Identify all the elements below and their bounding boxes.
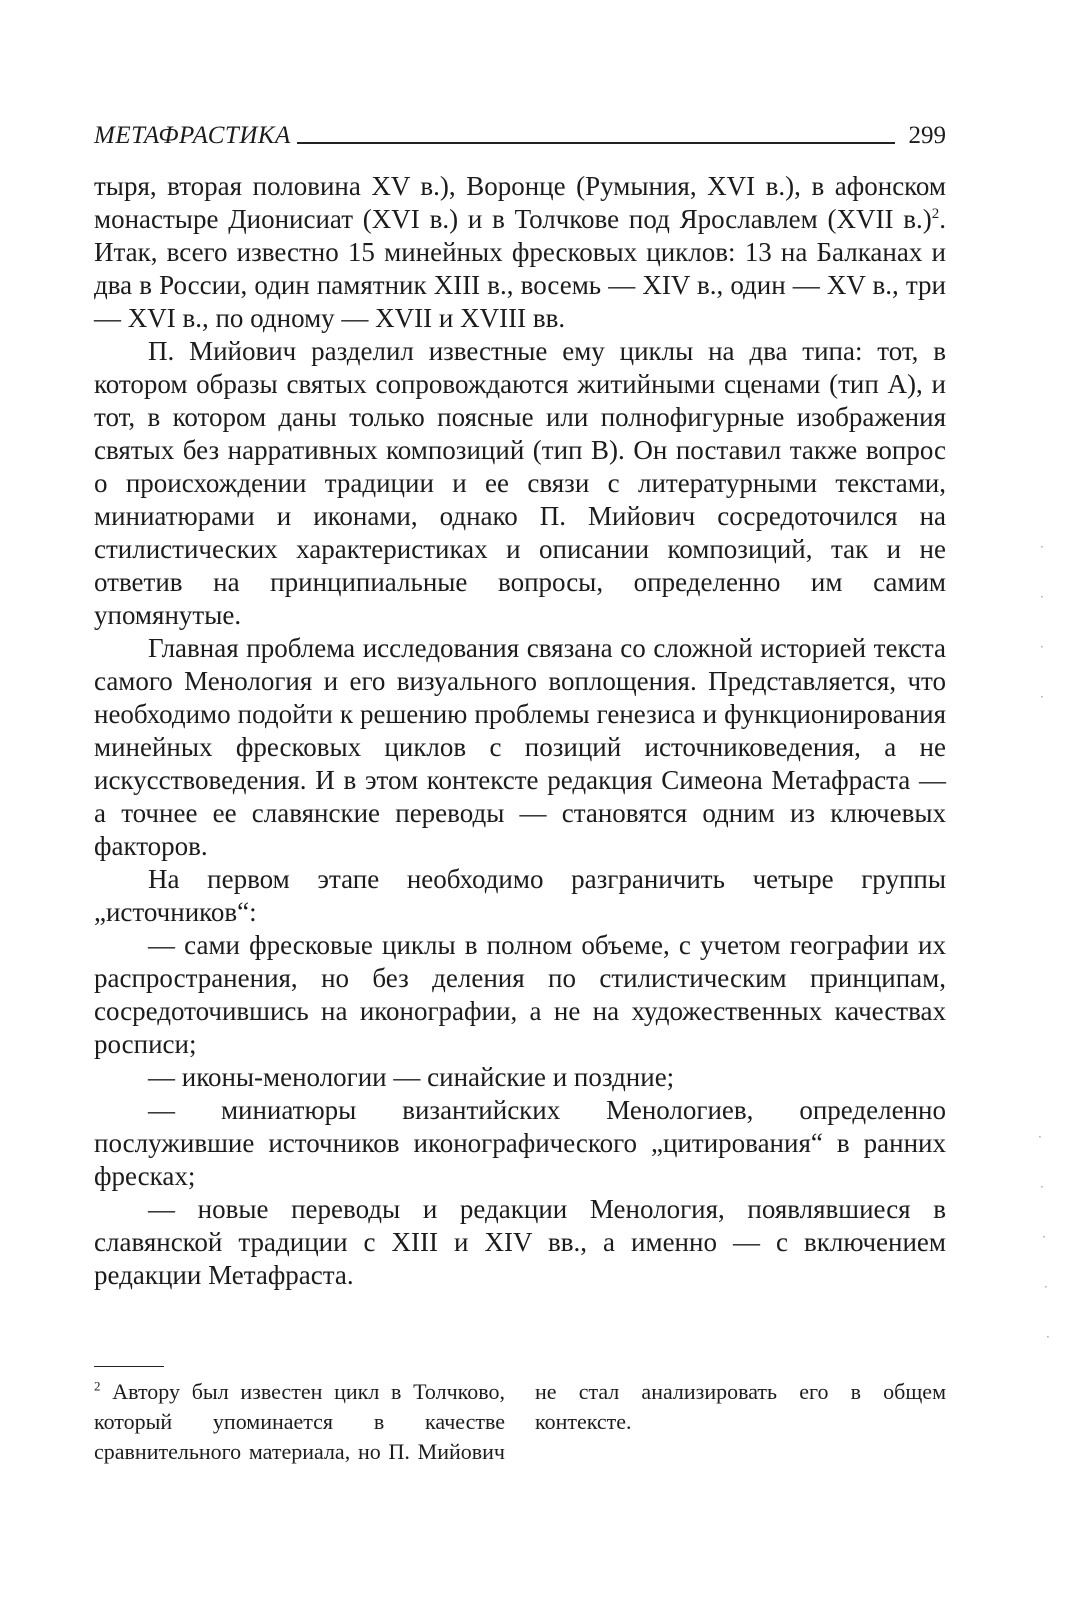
scan-edge-mark: · [1044,1280,1048,1294]
list-item-frescoes: — сами фресковые циклы в полном объеме, с учетом географии их распространения, но без деления по стилистическим принципам, сосредоточившись на иконографии, а не на художественных качествах росписи; [94,930,946,1059]
footnote [94,1377,946,1473]
footnote-text: Автору был известен цикл в Толчково, который упоминается в качестве сравнительного материала, но П. Мийович не стал анализировать его в общем контексте. [94,1379,946,1464]
paragraph-3: Главная проблема исследования связана со сложной историей текста самого Менология и его визуального воплощения. Представляется, что необходимо подойти к решению проблемы генезиса и функционирования минейных фресковых циклов с позиций источниковедения, а не искусствоведения. И в этом контексте редакция Симеона Метафраста — а точнее ее славянские переводы — становятся одним из ключевых факторов. [94,633,946,861]
footnote-ref: 2 [931,206,940,222]
header-rule [297,142,895,144]
page-number: 299 [908,122,946,149]
footnote-rule [94,1366,164,1367]
scan-edge-mark: · [1040,540,1044,554]
scan-edge-mark: · [1046,1330,1050,1344]
paragraph-1-text: тыря, вторая половина XV в.), Воронце (Румыния, XVI в.), в афонском монастыре Дионисиат (XVI в.) и в Толчкове под Ярославлем (XVII в.) [94,171,946,234]
paragraph-2: П. Мийович разделил известные ему циклы на два типа: тот, в котором образы святых сопровождаются житийными сценами (тип А), и тот, в котором даны только поясные или полнофигурные изображения святых без нарративных композиций (тип В). Он поставил также вопрос о происхождении традиции и ее связи с литературными текстами, миниатюрами и иконами, однако П. Мийович сосредоточился на стилистических характеристиках и описании композиций, так и не ответив на принципиальные вопросы, определенно им самим упомянутые. [94,336,946,630]
running-header [94,108,946,148]
paragraph-4: На первом этапе необходимо разграничить четыре группы „источников“: [94,864,946,927]
paragraph-1-text-after: . Итак, всего известно 15 минейных фресковых циклов: 13 на Балканах и два в России, один памятник XIII в., восемь — XIV в., один — XV в., три — XVI в., по одному — XVII и XVIII вв. [94,204,946,333]
running-title: МЕТАФРАСТИКА [94,122,291,149]
scan-edge-mark: · [1040,640,1044,654]
list-item-miniatures: — миниатюры византийских Менологиев, определенно послужившие источников иконографического „цитирования“ в ранних фресках; [94,1095,946,1191]
scan-edge-mark: · [1042,1230,1046,1244]
paragraph-1 [94,170,946,335]
footnote-text-block [94,1377,946,1473]
scan-edge-mark: · [1040,590,1044,604]
main-text [94,170,946,1292]
scan-edge-mark: · [1040,690,1044,704]
scan-edge-mark: · [1038,1130,1042,1144]
scan-edge-mark: · [1040,1180,1044,1194]
list-item-translations: — новые переводы и редакции Менология, появлявшиеся в славянской традиции с XIII и XIV вв., а именно — с включением редакции Метафраста. [94,1194,946,1290]
footnote-marker: 2 [94,1378,101,1394]
list-item-icons: — иконы-менологии — синайские и поздние; [148,1062,675,1092]
